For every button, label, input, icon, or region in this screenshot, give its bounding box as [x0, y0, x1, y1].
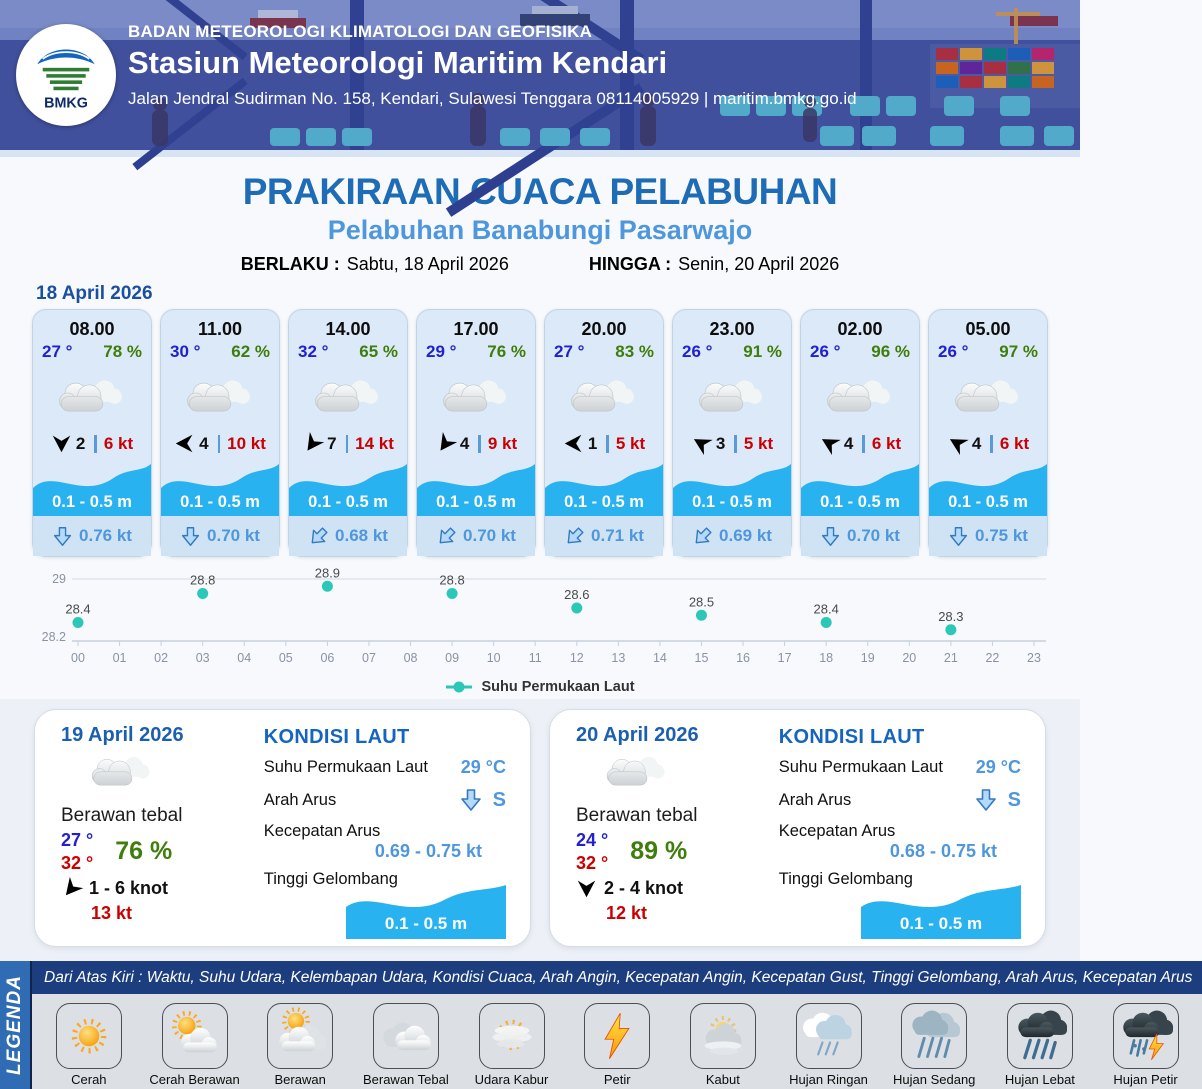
sst-value: 29 °C	[975, 757, 1021, 777]
wind-direction-icon	[815, 429, 844, 458]
svg-text:09: 09	[445, 651, 460, 665]
udara-kabur-icon	[479, 1003, 545, 1069]
legend-title: LEGENDA	[4, 975, 25, 1075]
hujan-lebat-icon	[1007, 1003, 1073, 1069]
svg-text:BMKG: BMKG	[44, 95, 88, 112]
separator	[94, 435, 97, 453]
station-name: Stasiun Meteorologi Maritim Kendari	[128, 45, 668, 80]
hourly-card	[928, 309, 1048, 557]
legend-series-label: Suhu Permukaan Laut	[481, 679, 635, 695]
station-address: Jalan Jendral Sudirman No. 158, Kendari, Sulawesi Tenggara 08114005929 | maritim.bmkg.go.id	[128, 89, 857, 108]
svg-text:13: 13	[611, 651, 626, 665]
wave-height: 0.1 - 0.5 m	[692, 493, 772, 511]
weather-cloud-icon	[673, 366, 791, 429]
legend-icons-row	[32, 994, 1202, 1089]
humidity: 76 %	[115, 837, 173, 866]
legend-description: Dari Atas Kiri : Waktu, Suhu Udara, Kelembapan Udara, Kondisi Cuaca, Arah Angin, Kecepatan Angin, Kecepatan Gust, Tinggi Gelombang, Arah Arus, Kecepatan Arus	[32, 961, 1202, 994]
current-direction-icon	[688, 521, 718, 551]
wave-height: 0.1 - 0.5 m	[384, 914, 468, 933]
current-speed-label: Kecepatan Arus	[778, 822, 896, 840]
weather-cloud-icon	[289, 366, 407, 429]
sst-chart-area	[30, 563, 1050, 675]
current-speed: 0.68 kt	[335, 526, 388, 545]
svg-text:23: 23	[1027, 651, 1041, 665]
weather-cloud-icon	[161, 366, 279, 429]
current-dir-label: Arah Arus	[263, 790, 337, 809]
hourly-card	[544, 309, 664, 557]
wave-band	[801, 458, 919, 516]
current-speed: 0.70 kt	[847, 526, 900, 545]
wave-height: 0.1 - 0.5 m	[564, 493, 644, 511]
valid-from-value: Sabtu, 18 April 2026	[346, 254, 509, 274]
wind-direction-icon	[563, 433, 584, 454]
wave-height: 0.1 - 0.5 m	[948, 493, 1028, 511]
berawan-tebal-icon	[373, 1003, 439, 1069]
wind-force: 3	[715, 433, 726, 453]
hour-label: 05.00	[965, 319, 1011, 339]
hourly-cards-row	[32, 309, 1048, 557]
svg-text:22: 22	[985, 651, 1000, 665]
hour-label: 17.00	[453, 319, 499, 339]
humidity: 89 %	[630, 837, 688, 866]
valid-to-label: HINGGA :	[588, 254, 672, 274]
wave-label: Tinggi Gelombang	[778, 870, 913, 888]
svg-text:11: 11	[528, 651, 542, 665]
wind-direction-icon	[57, 874, 87, 904]
valid-to-value: Senin, 20 April 2026	[678, 254, 840, 274]
weather-cloud-icon	[801, 366, 919, 429]
chart-legend	[0, 675, 1080, 699]
wind-force: 2	[75, 433, 86, 453]
berawan-icon	[267, 1003, 333, 1069]
page-title: PRAKIRAAN CUACA PELABUHAN	[242, 171, 838, 212]
svg-text:17: 17	[777, 651, 792, 665]
forecast-date: 18 April 2026	[36, 283, 153, 304]
bmkg-logo-emblem	[23, 31, 109, 119]
wind-force: 4	[459, 433, 470, 453]
current-direction: S	[492, 788, 506, 811]
current-direction-icon	[459, 787, 483, 813]
legend-item-label: Hujan Petir	[1113, 1072, 1178, 1087]
svg-text:06: 06	[320, 651, 335, 665]
wave-height: 0.1 - 0.5 m	[52, 493, 132, 511]
legend-item-label: Hujan Lebat	[1004, 1072, 1075, 1087]
daily-date: 19 April 2026	[61, 724, 184, 746]
legend-item-label: Hujan Ringan	[789, 1072, 868, 1087]
current-speed: 0.71 kt	[591, 526, 644, 545]
bmkg-logo	[16, 24, 116, 126]
svg-text:28.4: 28.4	[813, 601, 839, 617]
wind-direction-icon	[51, 433, 72, 454]
temp-min: 24 °	[576, 830, 609, 851]
temp-max: 32 °	[61, 852, 94, 873]
humidity: 65 %	[359, 342, 398, 361]
weather-cloud-icon	[87, 751, 258, 799]
current-direction-icon	[974, 787, 998, 813]
separator	[606, 435, 609, 453]
weather-cloud-icon	[602, 751, 773, 799]
wind-speed: 5 kt	[743, 433, 774, 453]
wind-speed: 6 kt	[999, 433, 1030, 453]
wave-graphic	[861, 883, 1021, 939]
wind-speed: 10 kt	[227, 433, 266, 453]
current-speed-label: Kecepatan Arus	[263, 822, 381, 840]
svg-text:00: 00	[71, 651, 85, 665]
separator	[218, 435, 221, 453]
svg-text:20: 20	[902, 651, 917, 665]
air-temp: 26 °	[682, 342, 713, 361]
current-direction: S	[1007, 788, 1021, 811]
agency-name: BADAN METEOROLOGI KLIMATOLOGI DAN GEOFISIKA	[128, 22, 593, 41]
legend-item-label: Kabut	[705, 1072, 740, 1087]
current-speed: 0.76 kt	[79, 526, 132, 545]
weather-cloud-icon	[417, 366, 535, 429]
svg-text:28.8: 28.8	[439, 572, 465, 588]
legend-marker-icon	[445, 681, 473, 693]
current-speed: 0.70 kt	[463, 526, 516, 545]
header-banner	[0, 0, 1080, 150]
gust-speed: 12 kt	[606, 903, 648, 924]
hourly-card	[32, 309, 152, 557]
legend-vertical-banner	[0, 961, 32, 1089]
air-temp: 27 °	[554, 342, 585, 361]
svg-text:08: 08	[403, 651, 418, 665]
humidity: 62 %	[231, 342, 270, 361]
wind-range: 1 - 6 knot	[89, 878, 169, 899]
humidity: 97 %	[999, 342, 1038, 361]
weather-cloud-icon	[929, 366, 1047, 429]
svg-text:14: 14	[652, 651, 667, 665]
separator	[990, 435, 993, 453]
svg-text:15: 15	[694, 651, 709, 665]
separator	[862, 435, 865, 453]
hourly-card	[160, 309, 280, 557]
svg-text:04: 04	[237, 651, 252, 665]
wind-direction-icon	[943, 429, 972, 458]
legend-footer	[0, 961, 1193, 1089]
hourly-card	[288, 309, 408, 557]
wind-force: 1	[587, 433, 598, 453]
legend-item-label: Cerah	[71, 1072, 107, 1087]
svg-text:07: 07	[362, 651, 376, 665]
svg-text:19: 19	[860, 651, 875, 665]
wind-direction-icon	[687, 429, 716, 458]
wave-height: 0.1 - 0.5 m	[308, 493, 388, 511]
svg-text:12: 12	[569, 651, 584, 665]
weather-cloud-icon	[545, 366, 663, 429]
wind-speed: 6 kt	[871, 433, 902, 453]
humidity: 91 %	[743, 342, 782, 361]
daily-forecast-section	[0, 699, 1080, 961]
sst-label: Suhu Permukaan Laut	[263, 758, 428, 776]
wind-speed: 9 kt	[487, 433, 518, 453]
svg-text:28.2: 28.2	[41, 630, 66, 644]
current-speed-range: 0.68 - 0.75 kt	[889, 841, 997, 861]
wave-label: Tinggi Gelombang	[263, 870, 398, 888]
svg-text:28.3: 28.3	[938, 608, 964, 624]
current-speed: 0.69 kt	[719, 526, 772, 545]
sea-condition-title: KONDISI LAUT	[778, 726, 925, 748]
air-temp: 30 °	[170, 342, 201, 361]
sea-condition-title: KONDISI LAUT	[263, 726, 410, 748]
svg-text:03: 03	[195, 651, 210, 665]
cerah-icon	[56, 1003, 122, 1069]
gust-speed: 13 kt	[91, 903, 133, 924]
hour-label: 23.00	[709, 319, 755, 339]
wind-force: 4	[199, 433, 209, 453]
humidity: 96 %	[871, 342, 910, 361]
wind-range: 2 - 4 knot	[604, 878, 684, 899]
legend-item-label: Berawan	[274, 1072, 326, 1087]
svg-text:28.6: 28.6	[564, 587, 590, 602]
hujan-petir-icon	[1113, 1003, 1179, 1069]
sst-label: Suhu Permukaan Laut	[778, 758, 943, 776]
wind-direction-icon	[298, 429, 327, 458]
temp-max: 32 °	[576, 852, 609, 873]
validity-row	[0, 254, 1080, 275]
daily-card	[549, 709, 1046, 947]
daily-card	[34, 709, 531, 947]
wave-graphic	[346, 883, 506, 939]
sst-value: 29 °C	[460, 757, 506, 777]
current-direction-icon	[560, 521, 590, 551]
svg-text:10: 10	[486, 651, 501, 665]
weather-condition: Berawan tebal	[61, 805, 183, 827]
wind-speed: 5 kt	[615, 433, 646, 453]
legend-item-label: Hujan Sedang	[893, 1072, 976, 1087]
svg-text:28.9: 28.9	[314, 565, 341, 581]
current-direction-icon	[180, 526, 201, 547]
hujan-sedang-icon	[901, 1003, 967, 1069]
svg-text:21: 21	[943, 651, 958, 665]
sea-surface-temp-chart	[30, 563, 1050, 675]
air-temp: 26 °	[810, 342, 841, 361]
wind-force: 4	[843, 433, 854, 453]
petir-icon	[584, 1003, 650, 1069]
humidity: 78 %	[103, 342, 142, 361]
current-direction-icon	[948, 526, 969, 547]
wave-height: 0.1 - 0.5 m	[820, 493, 900, 511]
wind-direction-icon	[174, 433, 195, 454]
current-speed-range: 0.69 - 0.75 kt	[374, 841, 482, 861]
valid-from-label: BERLAKU :	[240, 254, 340, 274]
svg-text:29: 29	[52, 572, 66, 586]
separator	[478, 435, 481, 453]
wave-band	[161, 458, 279, 516]
svg-text:05: 05	[278, 651, 293, 665]
wave-band	[33, 458, 151, 516]
legend-item-label: Udara Kabur	[474, 1072, 549, 1087]
current-direction-icon	[304, 521, 334, 551]
wind-speed: 6 kt	[103, 433, 134, 453]
temp-min: 27 °	[61, 830, 94, 851]
wave-band	[289, 458, 407, 516]
humidity: 76 %	[487, 342, 526, 361]
svg-text:01: 01	[112, 651, 127, 665]
wave-band	[929, 458, 1047, 516]
svg-text:28.4: 28.4	[65, 601, 91, 617]
weather-cloud-icon	[33, 366, 151, 429]
hour-label: 14.00	[325, 319, 371, 339]
hourly-card	[416, 309, 536, 557]
cerah-berawan-icon	[162, 1003, 228, 1069]
current-direction-icon	[52, 526, 73, 547]
wave-band	[545, 458, 663, 516]
legend-item-label: Cerah Berawan	[149, 1072, 240, 1087]
svg-text:28.5: 28.5	[688, 594, 715, 610]
wave-height: 0.1 - 0.5 m	[436, 493, 516, 511]
wind-direction-icon	[576, 878, 597, 899]
legend-item-label: Petir	[603, 1072, 631, 1087]
wind-direction-icon	[431, 429, 460, 458]
hujan-ringan-icon	[796, 1003, 862, 1069]
air-temp: 29 °	[426, 342, 457, 361]
current-speed: 0.75 kt	[975, 526, 1028, 545]
separator	[734, 435, 737, 453]
daily-date: 20 April 2026	[576, 724, 699, 746]
hour-label: 08.00	[69, 319, 115, 339]
current-dir-label: Arah Arus	[778, 790, 852, 809]
air-temp: 32 °	[298, 342, 329, 361]
current-direction-icon	[432, 521, 462, 551]
legend-item-label: Berawan Tebal	[362, 1072, 449, 1087]
hour-label: 11.00	[197, 319, 243, 339]
wave-band	[417, 458, 535, 516]
svg-text:16: 16	[736, 651, 750, 665]
air-temp: 26 °	[938, 342, 969, 361]
current-speed: 0.70 kt	[207, 526, 260, 545]
weather-condition: Berawan tebal	[576, 805, 698, 827]
svg-text:28.8: 28.8	[190, 572, 216, 588]
hour-label: 02.00	[837, 319, 883, 339]
current-direction-icon	[820, 526, 841, 547]
separator	[346, 435, 349, 453]
svg-text:18: 18	[819, 651, 834, 665]
page-subtitle: Pelabuhan Banabungi Pasarwajo	[327, 215, 753, 245]
wind-force: 7	[327, 433, 337, 453]
wave-height: 0.1 - 0.5 m	[899, 914, 983, 933]
wind-speed: 14 kt	[355, 433, 394, 453]
hourly-card	[672, 309, 792, 557]
svg-text:02: 02	[154, 651, 169, 665]
hour-label: 20.00	[581, 319, 627, 339]
hourly-card	[800, 309, 920, 557]
wave-band	[673, 458, 791, 516]
wind-force: 4	[971, 433, 982, 453]
air-temp: 27 °	[42, 342, 73, 361]
humidity: 83 %	[615, 342, 654, 361]
wave-height: 0.1 - 0.5 m	[180, 493, 260, 511]
kabut-icon	[690, 1003, 756, 1069]
